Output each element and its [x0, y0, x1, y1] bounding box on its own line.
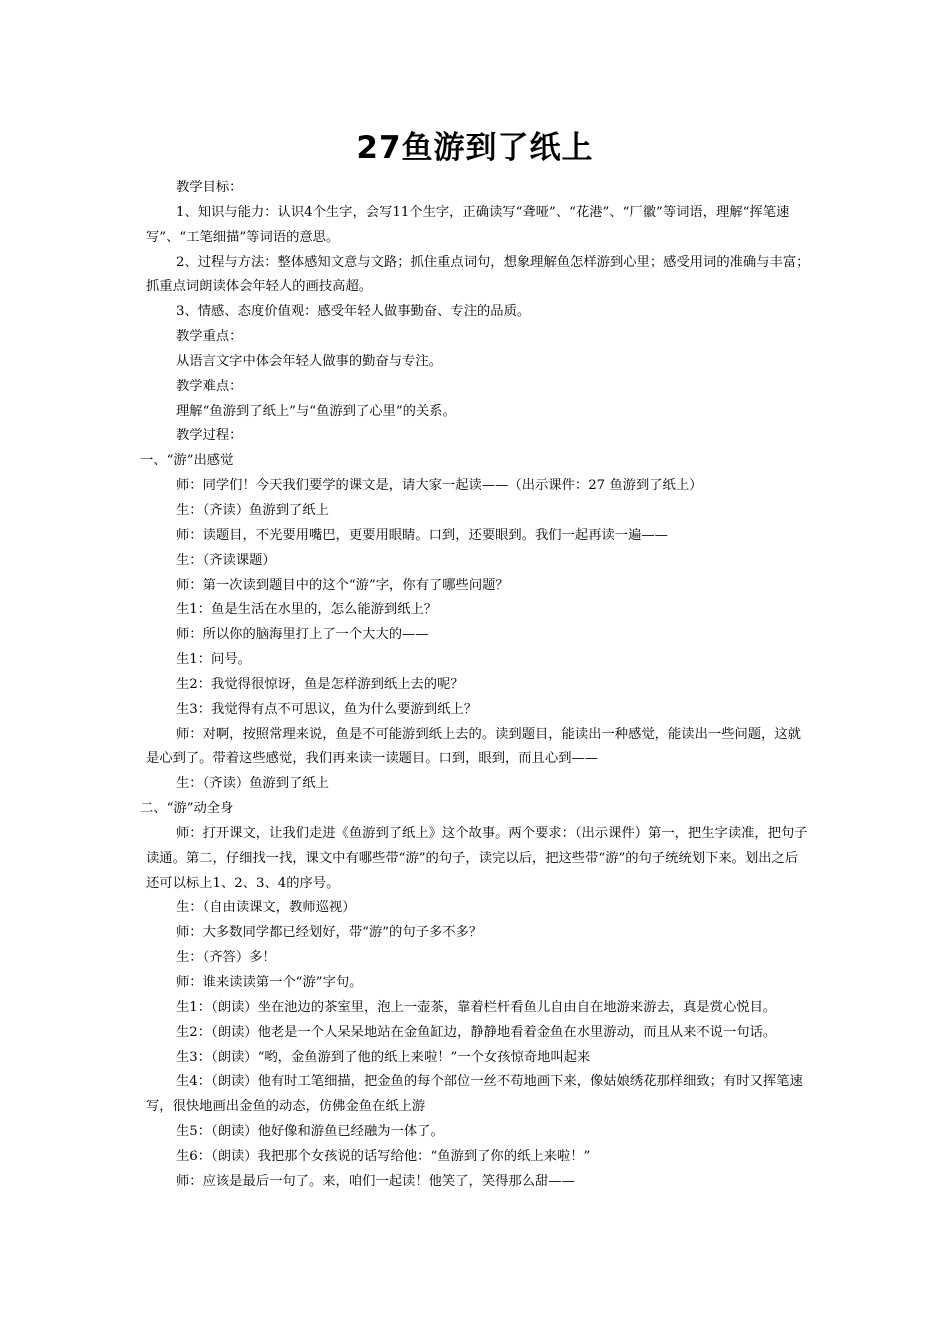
paragraph: 生4：（朗读）他有时工笔细描，把金鱼的每个部位一丝不苟地画下来，像姑娘绣花那样细致；有时又挥笔速写，很快地画出金鱼的动态，仿佛金鱼在纸上游 [146, 1074, 803, 1115]
paragraph: 生3：（朗读）“哟，金鱼游到了他的纸上来啦！”一个女孩惊奇地叫起来 [176, 1049, 591, 1065]
paragraph: 生：（齐读课题） [176, 552, 276, 568]
paragraph: 一、“游”出感觉 [140, 453, 234, 469]
paragraph: 生3：我觉得有点不可思议，鱼为什么要游到纸上？ [176, 701, 477, 717]
paragraph: 教学目标： [176, 180, 243, 195]
paragraph: 生6：（朗读）我把那个女孩说的话写给他：“鱼游到了你的纸上来啦！” [176, 1148, 591, 1164]
paragraph: 1、知识与能力：认识4个生字，会写11个生字，正确读写“聋哑”、“花港”、“厂徽”等词语，理解“挥笔速写”、“工笔细描”等词语的意思。 [146, 204, 790, 245]
document-body [140, 176, 810, 1195]
paragraph: 师：第一次读到题目中的这个“游”字，你有了哪些问题？ [176, 577, 509, 593]
paragraph: 师：谁来读读第一个“游”字句。 [176, 975, 363, 990]
paragraph: 生2：我觉得很惊讶，鱼是怎样游到纸上去的呢？ [176, 676, 464, 692]
paragraph: 师：大多数同学都已经划好，带“游”的句子多不多？ [176, 925, 483, 941]
paragraph: 师：对啊，按照常理来说，鱼是不可能游到纸上去的。读到题目，能读出一种感觉，能读出一些问题，这就是心到了。带着这些感觉，我们再来读一读题目。口到，眼到，而且心到—— [146, 726, 801, 767]
paragraph: 生：（齐读）鱼游到了纸上 [176, 776, 329, 792]
paragraph: 教学难点： [176, 378, 243, 394]
paragraph: 3、情感、态度价值观：感受年轻人做事勤奋、专注的品质。 [176, 304, 531, 320]
paragraph: 二、“游”动全身 [140, 801, 234, 817]
paragraph: 生2：（朗读）他老是一个人呆呆地站在金鱼缸边，静静地看着金鱼在水里游动，而且从来不说一句话。 [176, 1024, 777, 1040]
paragraph: 师：读题目，不光要用嘴巴，更要用眼睛。口到，还要眼到。我们一起再读一遍—— [176, 527, 668, 543]
paragraph: 教学过程： [176, 428, 243, 444]
paragraph: 师：应该是最后一句了。来，咱们一起读！他笑了，笑得那么甜—— [176, 1173, 575, 1189]
paragraph: 从语言文字中体会年轻人做事的勤奋与专注。 [176, 353, 442, 369]
paragraph: 生1：问号。 [176, 652, 251, 668]
paragraph: 生：（齐读）鱼游到了纸上 [176, 502, 329, 518]
document-title: 27鱼游到了纸上 [356, 130, 594, 166]
paragraph: 生1：鱼是生活在水里的，怎么能游到纸上？ [176, 602, 438, 618]
paragraph: 生：（自由读课文，教师巡视） [176, 900, 356, 916]
paragraph: 生：（齐答）多！ [176, 950, 276, 966]
paragraph: 生5：（朗读）他好像和游鱼已经融为一体了。 [176, 1124, 444, 1140]
paragraph: 教学重点： [176, 329, 243, 345]
paragraph: 理解“鱼游到了纸上”与“鱼游到了心里”的关系。 [176, 403, 456, 419]
paragraph: 师：打开课文，让我们走进《鱼游到了纸上》这个故事。两个要求：（出示课件）第一，把生字读准，把句子读通。第二，仔细找一找，课文中有哪些带“游”的句子，读完以后，把这些带“游”的句子统统划下来。划出之后还可以标上1、2、3、4的序号。 [146, 825, 808, 891]
paragraph: 2、过程与方法：整体感知文意与文路；抓住重点词句，想象理解鱼怎样游到心里；感受用词的准确与丰富；抓重点词朗读体会年轻人的画技高超。 [146, 254, 810, 295]
paragraph: 师：所以你的脑海里打上了一个大大的—— [176, 627, 429, 643]
paragraph: 师：同学们！今天我们要学的课文是，请大家一起读——（出示课件：27 鱼游到了纸上） [176, 478, 703, 494]
paragraph: 生1：（朗读）坐在池边的茶室里，泡上一壶茶，靠着栏杆看鱼儿自由自在地游来游去，真是赏心悦目。 [176, 999, 777, 1015]
